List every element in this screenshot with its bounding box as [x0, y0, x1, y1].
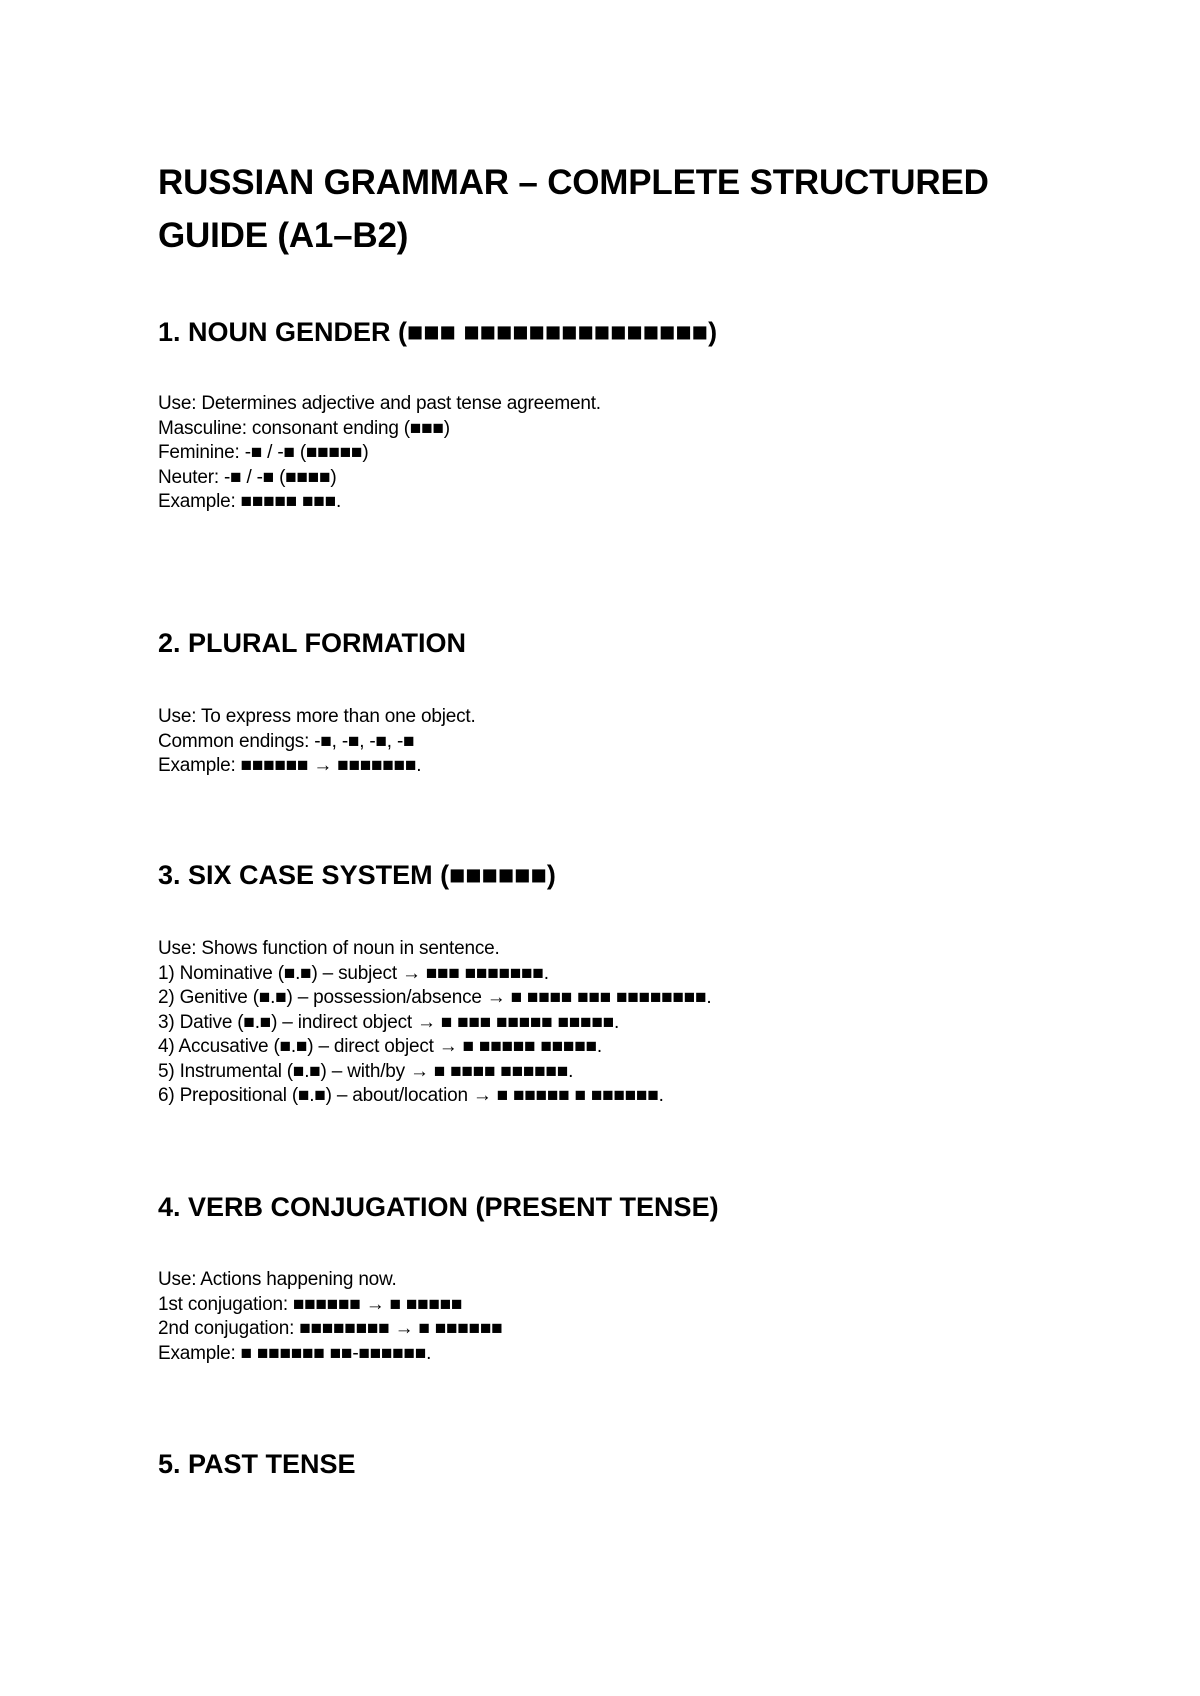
body-line: Use: To express more than one object. [158, 706, 476, 727]
body-line: 1) Nominative (■.■) – subject → ■■■ ■■■■■■■. [158, 962, 549, 984]
section-heading-past-tense: 5. PAST TENSE [158, 1449, 356, 1479]
section-body-six-case-system [158, 937, 711, 1109]
section-heading-noun-gender: 1. NOUN GENDER (■■■ ■■■■■■■■■■■■■■■) [158, 317, 718, 347]
section-body-verb-conjugation [158, 1268, 503, 1366]
section-body-plural-formation [158, 705, 476, 779]
body-line: 4) Accusative (■.■) – direct object → ■ ■■■■■ ■■■■■. [158, 1036, 602, 1057]
body-line: 3) Dative (■.■) – indirect object → ■ ■■■ ■■■■■ ■■■■■. [158, 1011, 620, 1033]
body-line: 5) Instrumental (■.■) – with/by → ■ ■■■■ ■■■■■■. [158, 1060, 574, 1082]
body-line: Example: ■■■■■■ → ■■■■■■■. [158, 755, 422, 776]
section-heading-six-case-system: 3. SIX CASE SYSTEM (■■■■■■) [158, 860, 556, 890]
body-line: Use: Shows function of noun in sentence. [158, 938, 500, 959]
body-line: Example: ■■■■■ ■■■. [158, 491, 342, 512]
body-line: 2nd conjugation: ■■■■■■■■ → ■ ■■■■■■ [158, 1318, 503, 1339]
body-line: Neuter: -■ / -■ (■■■■) [158, 466, 337, 488]
section-heading-plural-formation: 2. PLURAL FORMATION [158, 628, 466, 658]
body-line: Use: Determines adjective and past tense agreement. [158, 393, 601, 414]
body-line: 2) Genitive (■.■) – possession/absence → ■ ■■■■ ■■■ ■■■■■■■■. [158, 987, 712, 1008]
body-line: Masculine: consonant ending (■■■) [158, 417, 450, 439]
body-line: Feminine: -■ / -■ (■■■■■) [158, 442, 369, 463]
body-line: Use: Actions happening now. [158, 1269, 397, 1290]
document-title: RUSSIAN GRAMMAR – COMPLETE STRUCTURED GUIDE (A1–B2) [158, 163, 989, 255]
body-line: 6) Prepositional (■.■) – about/location → ■ ■■■■■ ■ ■■■■■■. [158, 1085, 664, 1106]
body-line: Common endings: -■, -■, -■, -■ [158, 730, 415, 752]
section-heading-verb-conjugation: 4. VERB CONJUGATION (PRESENT TENSE) [158, 1192, 719, 1222]
body-line: Example: ■ ■■■■■■ ■■-■■■■■■. [158, 1342, 432, 1364]
body-line: 1st conjugation: ■■■■■■ → ■ ■■■■■ [158, 1293, 463, 1315]
section-body-noun-gender [158, 392, 601, 515]
